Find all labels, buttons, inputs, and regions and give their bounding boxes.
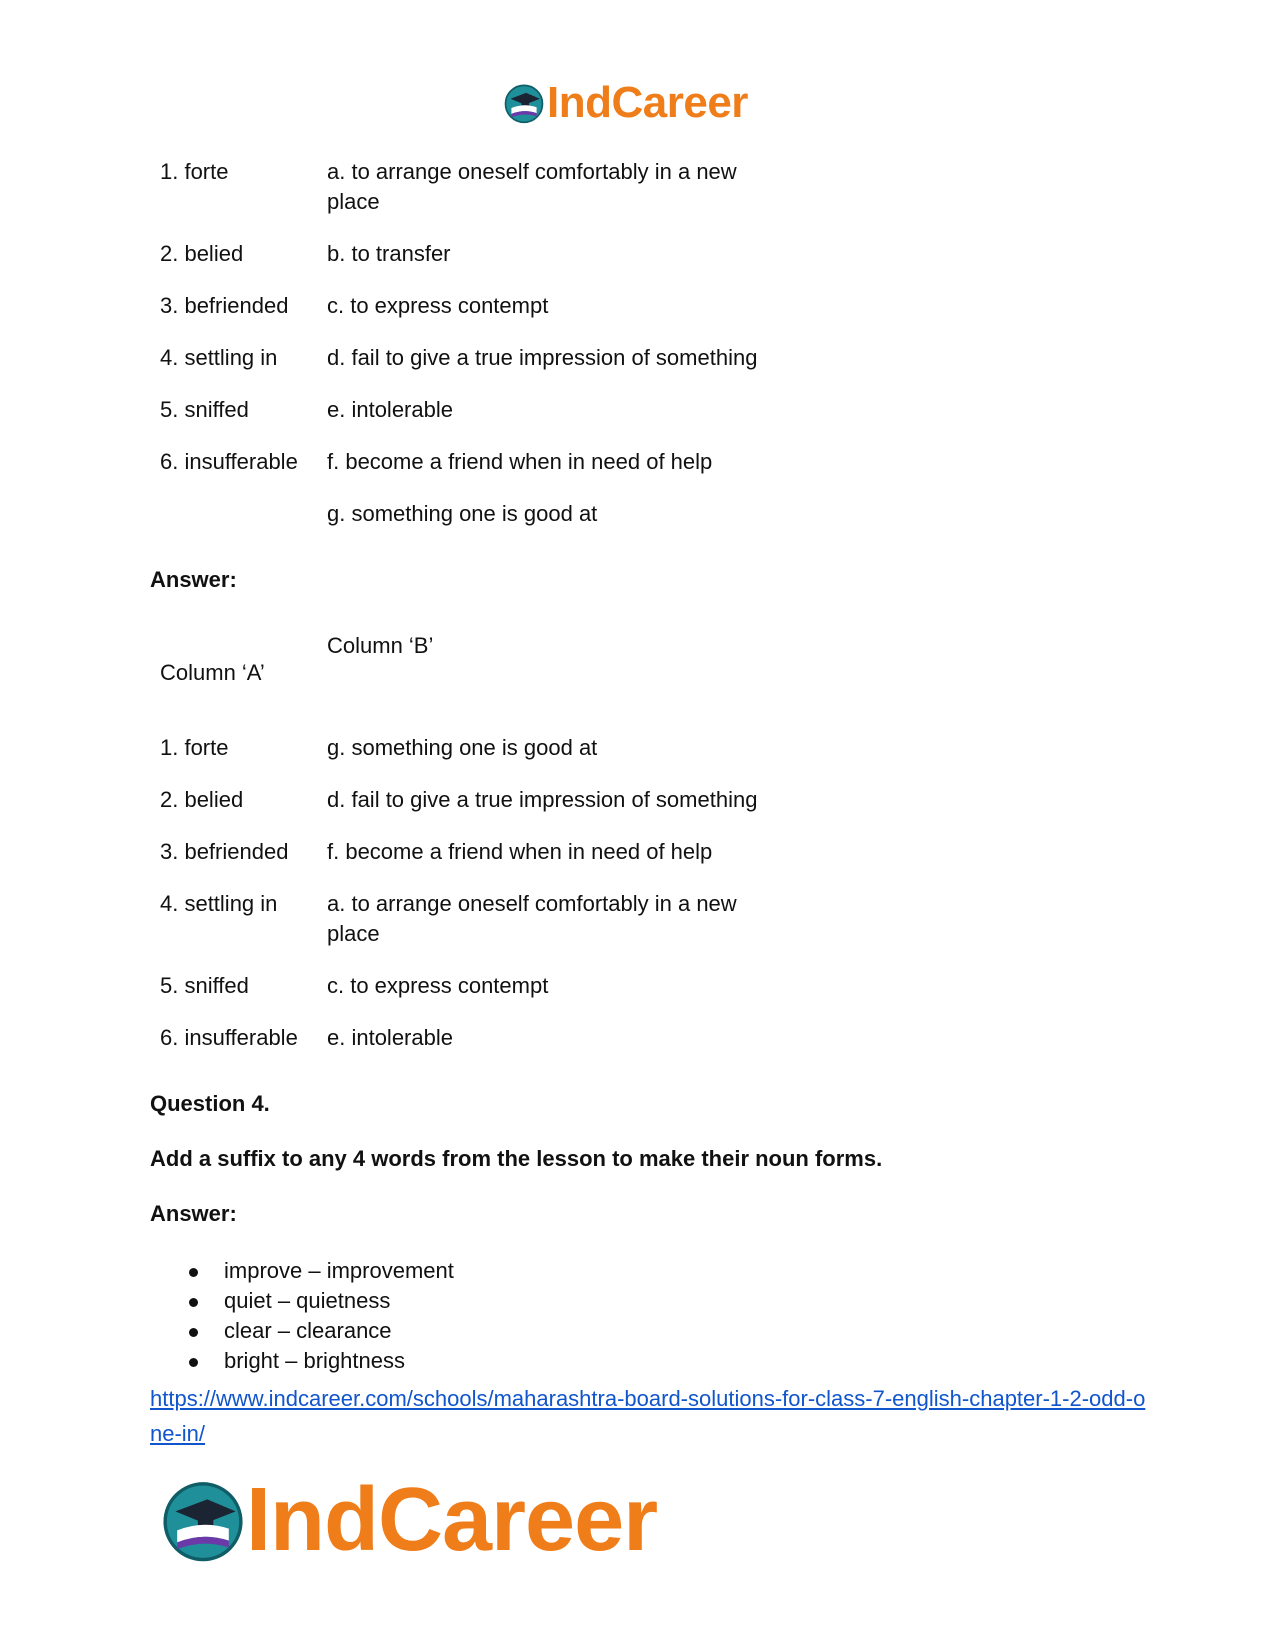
answer-left-item: 3. befriended — [160, 839, 289, 864]
match-right-item: a. to arrange oneself comfortably in a new — [327, 159, 737, 184]
match-right-item: c. to express contempt — [327, 293, 549, 318]
match-left-item: 3. befriended — [160, 293, 289, 318]
indcareer-logo-header — [503, 78, 748, 128]
answer-heading: Answer: — [150, 1201, 237, 1226]
bullet-icon — [189, 1268, 198, 1277]
logo-wordmark: IndCareer — [246, 1470, 658, 1570]
match-left-item: 4. settling in — [160, 345, 278, 370]
match-right-item: e. intolerable — [327, 397, 453, 422]
answer-right-item: d. fail to give a true impression of something — [327, 787, 758, 812]
question-prompt: Add a suffix to any 4 words from the lesson to make their noun forms. — [150, 1146, 883, 1171]
answer-left-item: 1. forte — [160, 735, 229, 760]
list-item — [186, 1256, 454, 1286]
answer-left-item: 2. belied — [160, 787, 244, 812]
match-left-item: 2. belied — [160, 241, 244, 266]
bullet-icon — [189, 1358, 198, 1367]
answer-left-item: 6. insufferable — [160, 1025, 298, 1050]
match-left-item: 1. forte — [160, 159, 229, 184]
answer-heading: Answer: — [150, 567, 237, 592]
source-link[interactable]: https://www.indcareer.com/schools/maharashtra-board-solutions-for-class-7-english-chapter-1-2-odd-one-in/ — [150, 1386, 1146, 1446]
match-right-item: f. become a friend when in need of help — [327, 449, 713, 474]
bullet-icon — [189, 1298, 198, 1307]
match-right-item: b. to transfer — [327, 241, 451, 266]
answer-right-item: place — [327, 921, 380, 946]
answer-left-item: 4. settling in — [160, 891, 278, 916]
column-b-header: Column ‘B’ — [327, 633, 434, 658]
list-item-text: clear – clearance — [224, 1318, 392, 1343]
match-right-item: place — [327, 189, 380, 214]
answer-right-item: a. to arrange oneself comfortably in a new — [327, 891, 737, 916]
list-item — [186, 1346, 454, 1376]
answer-right-item: f. become a friend when in need of help — [327, 839, 713, 864]
match-right-item: d. fail to give a true impression of something — [327, 345, 758, 370]
match-right-item: g. something one is good at — [327, 501, 598, 526]
match-left-item: 5. sniffed — [160, 397, 249, 422]
answer-right-item: c. to express contempt — [327, 973, 549, 998]
list-item-text: quiet – quietness — [224, 1288, 391, 1313]
list-item — [186, 1286, 454, 1316]
answer-bullet-list — [186, 1256, 454, 1376]
list-item-text: improve – improvement — [224, 1258, 454, 1283]
answer-right-item: e. intolerable — [327, 1025, 453, 1050]
column-a-header: Column ‘A’ — [160, 660, 265, 685]
match-left-item: 6. insufferable — [160, 449, 298, 474]
bullet-icon — [189, 1328, 198, 1337]
graduation-book-icon — [503, 82, 545, 124]
graduation-book-icon — [160, 1477, 246, 1563]
answer-left-item: 5. sniffed — [160, 973, 249, 998]
indcareer-logo-footer — [160, 1470, 657, 1570]
question-heading: Question 4. — [150, 1091, 270, 1116]
answer-right-item: g. something one is good at — [327, 735, 598, 760]
list-item-text: bright – brightness — [224, 1348, 405, 1373]
logo-wordmark: IndCareer — [547, 78, 748, 127]
list-item — [186, 1316, 454, 1346]
